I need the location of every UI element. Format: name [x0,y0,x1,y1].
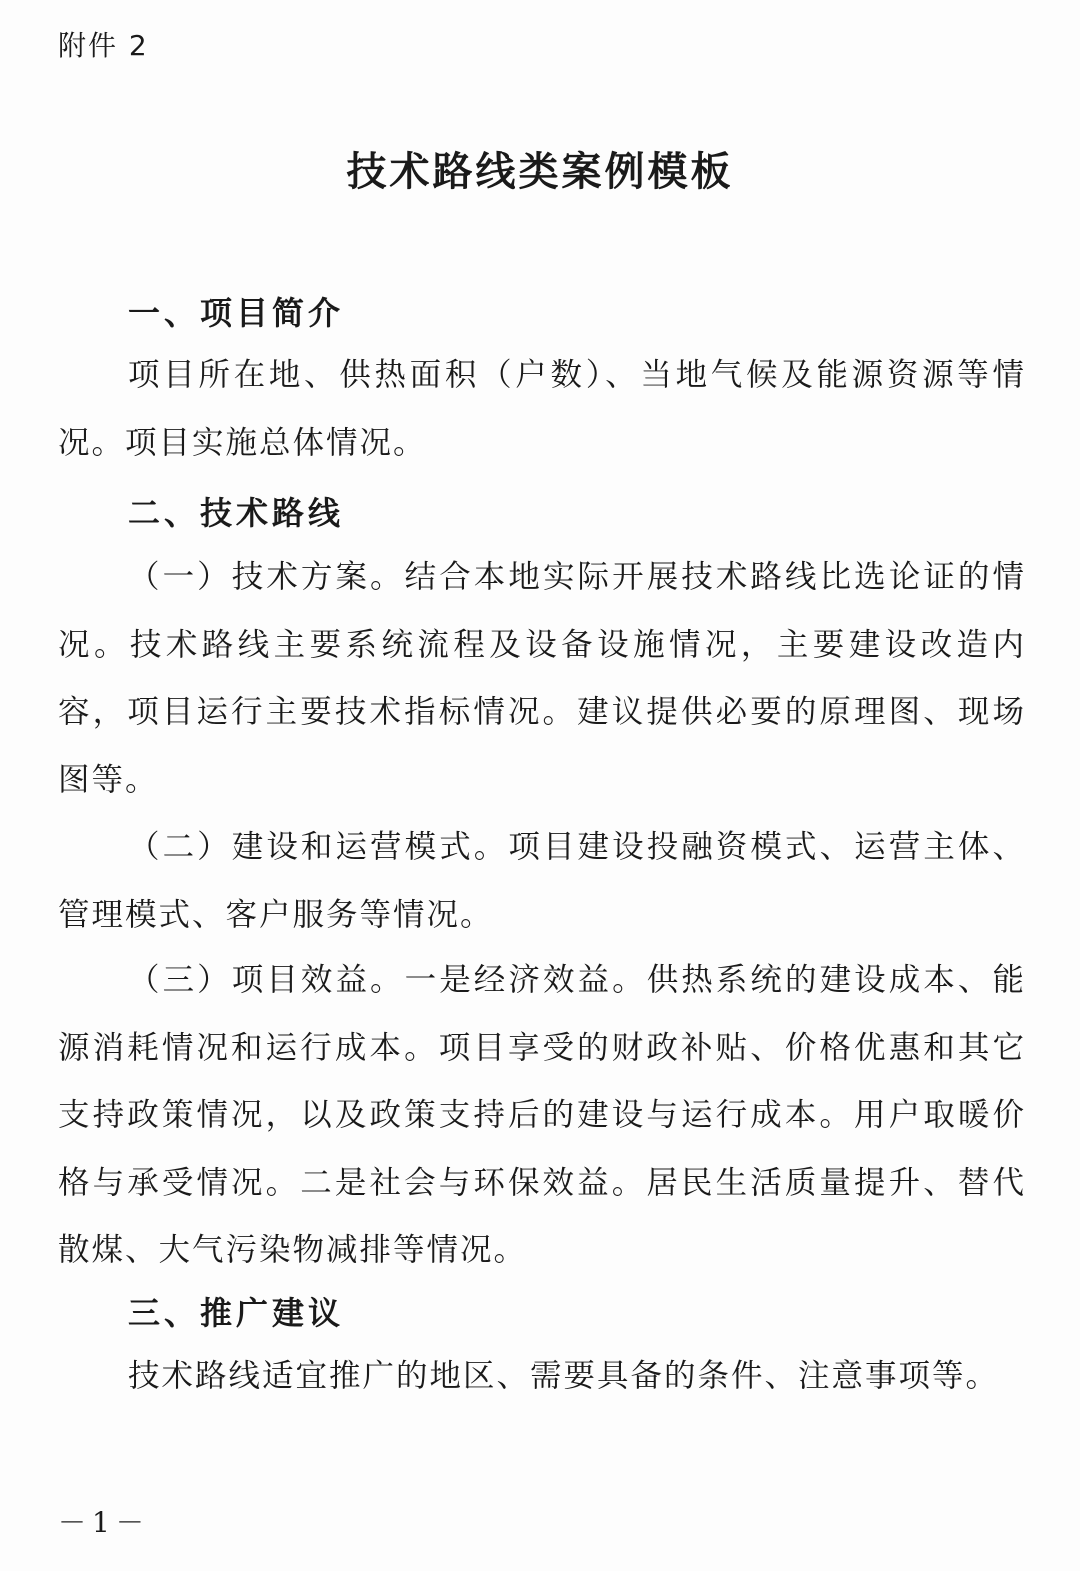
section-heading-overview: 一、项目简介 [128,294,345,332]
section-heading-promotion: 三、推广建议 [128,1294,345,1332]
paragraph-technical-plan: （一）技术方案。结合本地实际开展技术路线比选论证的情况。技术路线主要系统流程及设备设施情况，主要建设改造内容，项目运行主要技术指标情况。建议提供必要的原理图、现场图等。 [58,559,1026,798]
attachment-label: 附件 2 [58,29,149,62]
paragraph-overview: 项目所在地、供热面积（户数）、当地气候及能源资源等情况。项目实施总体情况。 [58,357,1026,461]
paragraph-promotion: 技术路线适宜推广的地区、需要具备的条件、注意事项等。 [128,1358,1000,1394]
document-title: 技术路线类案例模板 [346,149,734,195]
page-number: －1－ [58,1506,150,1539]
section-heading-technical-route: 二、技术路线 [128,494,345,532]
paragraph-construction-operation: （二）建设和运营模式。项目建设投融资模式、运营主体、管理模式、客户服务等情况。 [58,829,1026,933]
paragraph-project-benefits: （三）项目效益。一是经济效益。供热系统的建设成本、能源消耗情况和运行成本。项目享受的财政补贴、价格优惠和其它支持政策情况，以及政策支持后的建设与运行成本。用户取暖价格与承受情况。二是社会与环保效益。居民生活质量提升、替代散煤、大气污染物减排等情况。 [58,962,1026,1268]
